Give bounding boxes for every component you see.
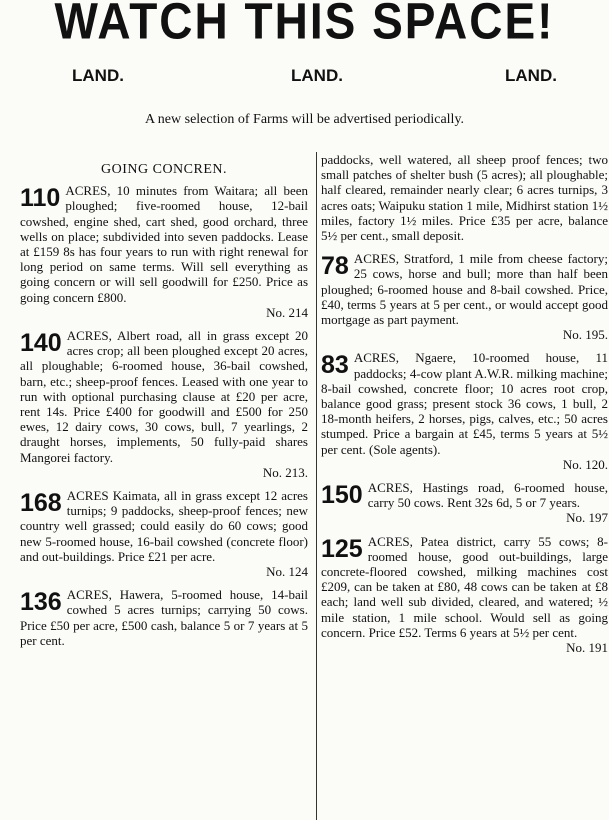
headline: WATCH THIS SPACE! xyxy=(54,0,555,50)
listing xyxy=(321,534,608,656)
subline: A new selection of Farms will be advertised periodically. xyxy=(144,112,465,127)
listing-text: ACRES, Hawera, 5-roomed house, 14-bail cowhed 5 acres turnips; carrying 50 cows. Price £50 per acre, £500 cash, balance 5 or 7 years at 5 per cent. xyxy=(20,587,308,648)
listing-text: ACRES, Hastings road, 6-roomed house, carry 50 cows. Rent 32s 6d, 5 or 7 years. xyxy=(367,480,608,511)
listing-number: 110 xyxy=(20,184,61,213)
listing-text: ACRES, Ngaere, 10-roomed house, 11 paddocks; 4-cow plant A.W.R. milking machine; 8-bail cowshed, concrete floor; 10 acres root crop, balance good grass; present stock 36 cows, 1 bull, 2 18-month heifers, 2 horses, pigs, calves, etc.; 50 acres stumped. Price a bargain at £45, terms 5 years at 5½ per cent. (Sole agents). xyxy=(321,350,608,457)
listing-ref: No. 195. xyxy=(562,327,608,343)
listing-number: 78 xyxy=(321,252,349,281)
listing xyxy=(20,587,308,648)
column-divider xyxy=(316,152,317,820)
continued-listing-text: paddocks, well watered, all sheep proof fences; two small patches of shelter bush (5 acres); all ploughable; half cleared, remainder nearly clear; 6 acres turnips, 3 acres oats; Waipuku station 1 mile, Midhirst station 1½ miles, factory 1½ miles. Price £35 per acre, balance 5½ per cent., small deposit. xyxy=(321,152,608,244)
listing-number: 83 xyxy=(321,351,349,380)
listing-number: 150 xyxy=(321,481,363,510)
listing-text: ACRES, 10 minutes from Waitara; all been ploughed; five-roomed house, 12-bail cowshed, engine shed, cart shed, good orchard, three wells on place; subdivided into seven paddocks. Lease at £159 8s has four years to run with right renewal for long period on same terms. Will sell everything as going concern or will sell goodwill for £250. Price as going concern £800. xyxy=(20,183,308,305)
listing xyxy=(20,183,308,320)
land-word-2: LAND. xyxy=(291,66,343,85)
listing xyxy=(20,488,308,579)
listing-text: ACRES Kaimata, all in grass except 12 acres turnips; 9 paddocks, sheep-proof fences; new country well grassed; could easily do 60 cows; good new 5-roomed house, 16-bail cowshed (concrete floor) and out-buildings. Price £21 per acre. xyxy=(20,488,308,564)
listing-ref: No. 124 xyxy=(266,564,308,580)
listing-ref: No. 213. xyxy=(262,464,308,480)
listing xyxy=(321,350,608,472)
listing-ref: No. 197 xyxy=(566,510,608,526)
right-column xyxy=(321,152,608,663)
land-word-1: LAND. xyxy=(72,66,124,85)
listing-number: 125 xyxy=(321,534,363,563)
land-word-3: LAND. xyxy=(505,66,557,85)
listing-number: 140 xyxy=(20,329,62,358)
listing-ref: No. 191 xyxy=(566,640,608,656)
listing-number: 136 xyxy=(20,588,62,617)
listing-text: ACRES, Patea district, carry 55 cows; 8-roomed house, good out-buildings, large concrete-floored cowshed, milking machines cost £209, can be taken at £80, 48 cows can be taken at £8 each; land well sub divided, cleared, and watered; ½ mile station, 1 mile school. Would sell as going concern. Price £52. Terms 6 years at 5½ per cent. xyxy=(321,533,608,640)
left-column xyxy=(20,148,308,656)
listing-ref: No. 120. xyxy=(562,456,608,472)
listing-ref: No. 214 xyxy=(266,304,308,320)
land-row xyxy=(0,66,609,88)
listing-text: ACRES, Albert road, all in grass except 20 acres crop; all been ploughed except 20 acres, all ploughable; 6-roomed house, 36-bail cowshed, barn, etc.; sheep-proof fences. Leased with one year to run with optional purchasing clause at £20 per acre, rent 14s. Price £400 for goodwill and £500 for 250 ewes, 12 dairy cows, 30 cows, bull, 7 yearlings, 2 draught horses, implements, 50 fully-paid shares Mangorei factory. xyxy=(20,328,308,465)
section-heading: GOING CONCREN. xyxy=(101,162,227,177)
listing xyxy=(20,328,308,480)
listing-text: ACRES, Stratford, 1 mile from cheese factory; 25 cows, horse and bull; more than half been ploughed; 6-roomed house and 8-bail cowshed. Price, £40, terms 5 years at 5 per cent., or would accept good mortgage as part payment. xyxy=(321,251,608,328)
listing-number: 168 xyxy=(20,489,62,518)
listing xyxy=(321,480,608,526)
listing xyxy=(321,251,608,342)
